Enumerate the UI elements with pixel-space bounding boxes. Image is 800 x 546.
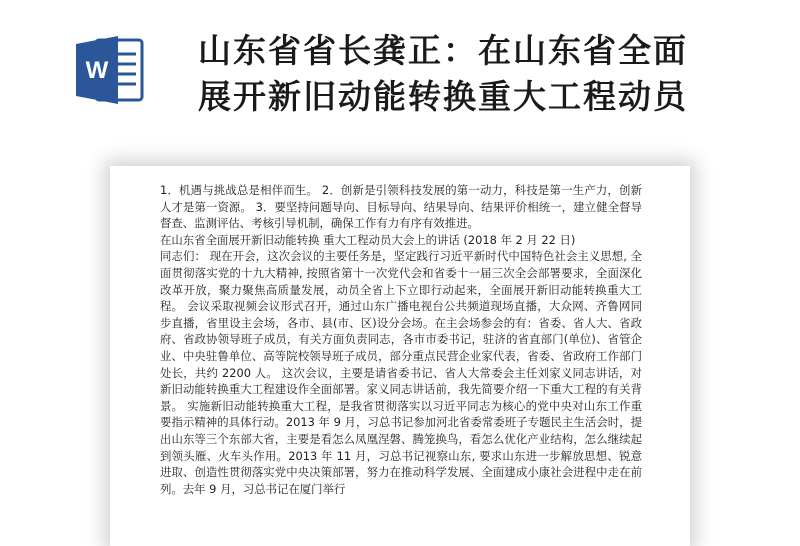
title-line-1: 山东省省长龚正：在山东省全面 xyxy=(198,31,688,70)
document-title xyxy=(198,28,778,120)
document-body xyxy=(160,182,642,497)
microsoft-word-icon xyxy=(74,32,144,108)
header xyxy=(0,0,800,140)
title-line-2: 展开新旧动能转换重大工程动员 xyxy=(198,77,688,116)
paragraph: 在山东省全面展开新旧动能转换 重大工程动员大会上的讲话 (2018 年 2 月 22 日) xyxy=(160,232,576,247)
app-icon-letter: W xyxy=(85,57,109,84)
paragraph: 1．机遇与挑战总是相伴而生。 2．创新是引领科技发展的第一动力，科技是第一生产力，创新人才是第一资源。 3．要坚持问题导向、目标导向、结果导向、结果评价相统一，建立健全督导督查、监测评估、考核引导机制，确保工作有力有序有效推进。 xyxy=(160,183,642,231)
paragraph: 同志们： 现在开会，这次会议的主要任务是，坚定践行习近平新时代中国特色社会主义思想, 全面贯彻落实党的十九大精神, 按照省第十一次党代会和省委十一届三次全会部署要求，全面深化改革开放，聚力聚焦高质量发展，动员全省上下立即行动起来，全面展开新旧动能转换重大工程。 会议采取视频会议形式召开，通过山东广播电视台公共频道现场直播，大众网、齐鲁网同步直播，省里设主会场，各市、县(市、区)设分会场。在主会场参会的有：省委、省人大、省政府、省政协领导班子成员，有关方面负责同志，各市市委书记，驻济的省直部门(单位)、省管企业、中央驻鲁单位、高等院校领导班子成员，部分重点民营企业家代表，省委、省政府工作部门处长，共约 2200 人。 这次会议，主要是请省委书记、省人大常委会主任刘家义同志讲话，对新旧动能转换重大工程建设作全面部署。家义同志讲话前，我先简要介绍一下重大工程的有关背景。 实施新旧动能转换重大工程，是我省贯彻落实以习近平同志为核心的党中央对山东工作重要指示精神的具体行动。2013 年 9 月，习总书记参加河北省委常委班子专题民主生活会时，提出山东等三个东部大省，主要是看怎么凤凰涅磐、腾笼换鸟，看怎么优化产业结构，怎么继续起到领头雁、火车头作用。2013 年 11 月，习总书记视察山东, 要求山东进一步解放思想、锐意进取、创造性贯彻落实党中央决策部署，努力在推动科学发展、全面建成小康社会进程中走在前列。去年 9 月，习总书记在厦门举行 xyxy=(160,249,642,496)
document-page xyxy=(110,166,690,546)
